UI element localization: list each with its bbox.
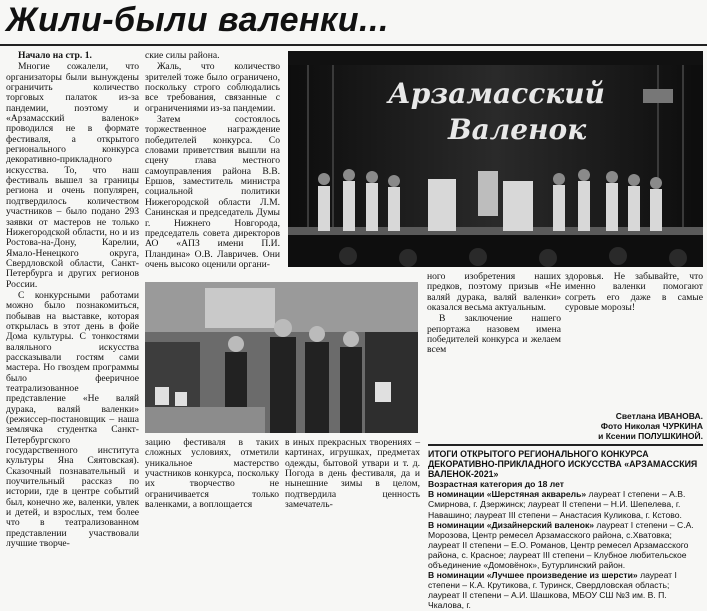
- nomination-name: В номинации «Лучшее произведение из шерсти»: [428, 570, 638, 581]
- paragraph: Многие сожалели, что организаторы были вынуждены ограничить количество торговых палаток из-за пандемии, поэтому и «Арзамасский валенок» проводился не в формате фестиваля, а открытого регионального конкурса декоративно-прикладного искусства. То, что наш фестиваль вышел за границы региона и очень популярен, подтвердилось количеством участников – было подано 293 заявки от мастеров не только Нижегородской области, но и из Ростова-на-Дону, Карелии, Ямало-Ненецкого округа, Свердловской области, Санкт-Петербурга и других регионов России.: [6, 61, 139, 290]
- banner-word-1: Арзамасский: [388, 77, 605, 110]
- article-column-4: [565, 272, 703, 313]
- paragraph: ного изобретения наших предков, поэтому призыв «Не валяй дурака, валяй валенки» оказался весьма актуальным.: [427, 271, 561, 314]
- paragraph: Жаль, что количество зрителей тоже было ограничено, поскольку строго соблюдались все требования, связанные с ограничениями из-за пандемии.: [145, 61, 280, 114]
- headline-rule: [0, 44, 707, 46]
- exhibition-photo-image: [145, 282, 418, 433]
- article-column-2: [145, 51, 280, 270]
- banner-word-2: Валенок: [448, 113, 587, 146]
- article-column-5: [145, 438, 279, 510]
- exhibition-photo: [145, 282, 418, 433]
- nomination-winners: лауреат I степени – С.А. Морозова, Центр ремесел Арзамасского района, с.Хватовка; лауреат II степени – Е.О. Романов, Центр ремесел Арзамасского района, с. Красное; лауреат III степени – Клубное любительское объединение «Домовёнок», Бутурлинский район.: [428, 519, 694, 571]
- stage-photo: [288, 51, 703, 267]
- article-column-6: [285, 438, 420, 510]
- results-category: Возрастная категория до 18 лет: [428, 479, 564, 490]
- nomination-winners: лауреат I степени – А.В. Смирнова, г. Дзержинск; лауреат II степени – Н.И. Шепелева, г. Навашино; лауреат III степени – Анастасия Куликова, г. Кстово.: [428, 489, 686, 520]
- continued-note: Начало на стр. 1.: [18, 50, 92, 61]
- paragraph: зацию фестиваля в таких сложных условиях, отметили уникальное мастерство участников конкурса, поскольку их творчество не ограничивается только валенками, а воплощается: [145, 437, 279, 511]
- nomination-name: В номинации «Дизайнерский валенок»: [428, 519, 595, 530]
- paragraph: здоровья. Не забывайте, что именно валенки помогают согреть его даже в самые суровые морозы!: [565, 271, 703, 314]
- author-credit: [565, 411, 703, 441]
- article-column-3: [427, 272, 561, 356]
- results-title: ИТОГИ ОТКРЫТОГО РЕГИОНАЛЬНОГО КОНКУРСА ДЕКОРАТИВНО-ПРИКЛАДНОГО ИСКУССТВА «АРЗАМАССКИЯ ВАЛЕНОК-2021»: [428, 449, 698, 480]
- contest-results-box: [428, 444, 703, 611]
- results-item: [428, 489, 703, 519]
- paragraph: С конкурсными работами можно было познакомиться, побывав на выставке, которая открылась в этот день в фойе Дома культуры. С тонкостями валяльного искусства рассказывали гостям сами мастера. Но гвоздем программы было фееричное театрализованное представление «Не валяй дурака, валяй валенки» (режиссер-постановщик – наша землячка студентка Санкт-Петербургского государственного института культуры Яна Сяятовская). Сказочный познавательный и поучительный рассказ по истории, где в центре событий был, конечно же, валенки, увлек и детей, и взрослых, тем более что в театрализованном представлении участвовали лучшие творче-: [6, 289, 139, 550]
- stage-photo-image: [288, 51, 703, 267]
- nomination-winners: лауреат I степени – К.А. Крутикова, г. Туринск, Свердловская область; лауреат II степени – А.И. Шашкова, МБОУ СШ №3 им. В. П. Чкалова, г.: [428, 570, 677, 611]
- author-name: Светлана ИВАНОВА.: [615, 411, 703, 421]
- paragraph: в иных прекрасных творениях – картинах, игрушках, предметах одежды, бытовой утвари и т. д. Погода в день фестиваля, да и нынешние зимы в целом, подтвердила ценность замечатель-: [285, 437, 420, 511]
- paragraph: Затем состоялось торжественное награждение победителей конкурса. Со словами приветствия вышли на сцену глава местного самоуправления района В.В. Ершов, заместитель министра социальной политики Нижегородской области Л.М. Санинская и председатель Думы г. Нижнего Новгорода, председатель совета директоров АО «АПЗ имени П.И. Пландина» О.В. Лавричев. Они очень высоко оценили органи-: [145, 114, 280, 270]
- nomination-name: В номинации «Шерстяная акварель»: [428, 489, 587, 500]
- photo-credit-2: и Ксении ПОЛУШКИНОЙ.: [598, 431, 703, 441]
- results-item: [428, 520, 703, 570]
- photo-credit: Фото Николая ЧУРКИНА: [600, 421, 703, 431]
- headline: Жили-были валенки...: [6, 1, 389, 39]
- paragraph: ские силы района.: [145, 50, 220, 61]
- paragraph: В заключение нашего репортажа назовем имена победителей конкурса и желаем всем: [427, 313, 561, 356]
- results-item: [428, 570, 703, 610]
- article-column-1: [6, 51, 139, 550]
